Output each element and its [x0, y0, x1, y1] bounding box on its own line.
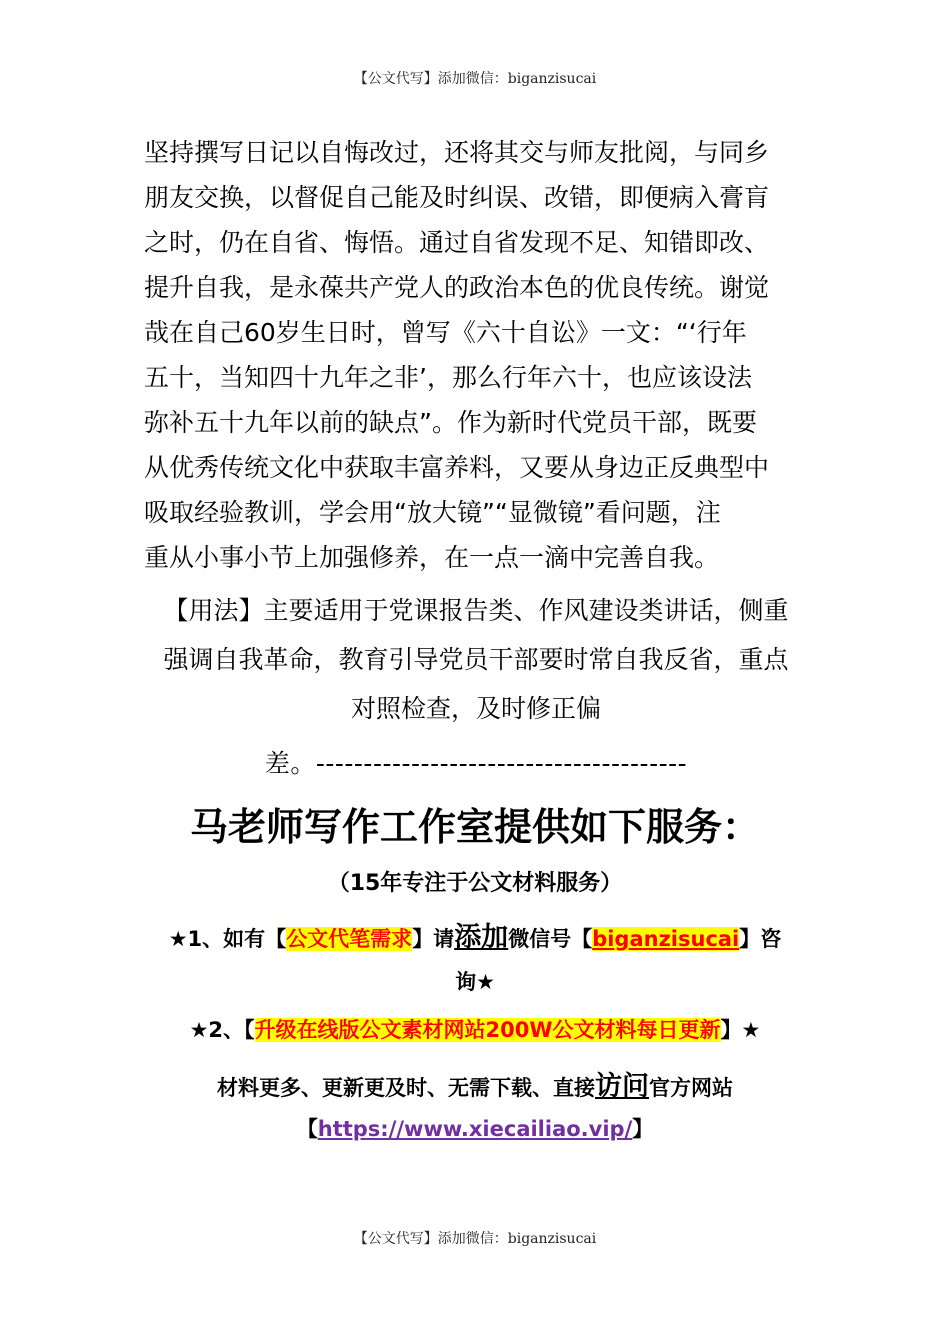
ad-item-1-suffix: 】咨 — [739, 927, 782, 951]
page-footer: 【公文代写】添加微信：biganzisucai — [353, 1231, 597, 1247]
body-line: 提升自我，是永葆共产党人的政治本色的优良传统。谢觉 — [144, 273, 770, 302]
body-line: 五十，当知四十九年之非’，那么行年六十，也应该设法 — [144, 363, 752, 392]
body-line: 重从小事小节上加强修养，在一点一滴中完善自我。 — [144, 543, 720, 572]
body-paragraph — [144, 130, 808, 580]
usage-paragraph — [144, 586, 808, 788]
ad-subtitle: （15年专注于公文材料服务） — [327, 871, 623, 896]
ad-item-2-prefix: ★2、【 — [189, 1018, 255, 1042]
ad-item-3-big: 访问 — [595, 1071, 649, 1102]
page-header: 【公文代写】添加微信：biganzisucai — [353, 71, 597, 87]
body-line: 朋友交换，以督促自己能及时纠误、改错，即便病入膏肓 — [144, 183, 770, 212]
ad-item-1-line2: 询★ — [455, 970, 495, 994]
ad-item-3-prefix: 材料更多、更新更及时、无需下载、直接 — [217, 1076, 595, 1100]
website-link[interactable]: https://www.xiecailiao.vip/ — [317, 1117, 633, 1141]
usage-line: 强调自我革命，教育引导党员干部要时常自我反省，重点 — [163, 645, 789, 674]
ad-item-1-mid: 】请 — [412, 927, 455, 951]
ad-item-1-mid2: 微信号【 — [508, 927, 593, 951]
body-line: 从优秀传统文化中获取丰富养料，又要从身边正反典型中 — [144, 453, 770, 482]
ad-item-1 — [130, 915, 820, 954]
url-open-bracket: 【 — [296, 1117, 318, 1141]
body-line: 吸取经验教训，学会用“放大镜”“显微镜”看问题，注 — [144, 498, 721, 527]
ad-item-1-big: 添加 — [454, 922, 509, 953]
ad-item-2-suffix: 】★ — [720, 1018, 761, 1042]
ad-item-3-suffix: 官方网站 — [649, 1076, 733, 1100]
ad-item-3 — [130, 1064, 820, 1103]
ad-url-line — [130, 1113, 820, 1143]
url-close-bracket: 】 — [632, 1117, 654, 1141]
ad-item-2-highlight: 升级在线版公文素材网站200W公文材料每日更新 — [254, 1018, 721, 1042]
usage-line: 对照检查，及时修正偏 — [350, 694, 601, 723]
ad-item-1-prefix: ★1、如有【 — [168, 927, 287, 951]
body-line: 之时，仍在自省、悔悟。通过自省发现不足、知错即改、 — [144, 228, 770, 257]
ad-item-1-highlight: 公文代笔需求 — [286, 927, 413, 951]
body-line: 哉在自己60岁生日时，曾写《六十自讼》一文：“‘行年 — [144, 318, 747, 347]
body-line: 弥补五十九年以前的缺点”。作为新时代党员干部，既要 — [144, 408, 757, 437]
usage-line: 差。--------------------------------------- — [264, 749, 688, 778]
wechat-id: biganzisucai — [592, 927, 740, 951]
usage-line: 【用法】主要适用于党课报告类、作风建设类讲话，侧重 — [163, 596, 789, 625]
ad-item-2 — [130, 1014, 820, 1044]
body-line: 坚持撰写日记以自悔改过，还将其交与师友批阅，与同乡 — [144, 138, 770, 167]
ad-title: 马老师写作工作室提供如下服务： — [189, 805, 760, 849]
